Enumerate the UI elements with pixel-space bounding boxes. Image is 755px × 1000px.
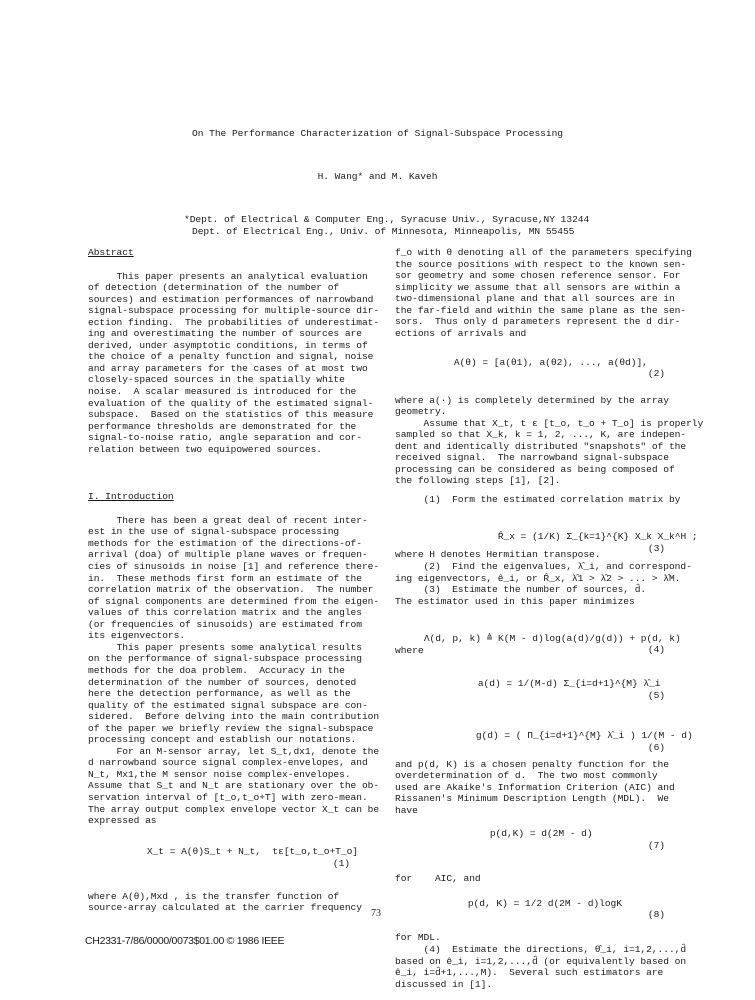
intro-paragraph-1 — [88, 515, 378, 642]
where-label: where — [395, 645, 424, 657]
right-paragraph-3 — [395, 417, 704, 487]
text-line: source-array calculated at the carrier frequency — [88, 902, 362, 914]
text-line: Assume that X_t, t ε [t_o, t_o + T_o] is properly — [395, 417, 704, 429]
equation-1-body: X_t = A(θ)S_t + N_t, tε[t_o,t_o+T_o] — [146, 846, 359, 858]
equation-6 — [395, 719, 693, 759]
page-number: 73 — [371, 908, 381, 919]
introduction-heading: I. Introduction — [88, 491, 174, 503]
abstract-line: signal-subspace processing for multiple-source dir- — [88, 305, 380, 317]
text-line: cies of sinusoids in noise [1] and reference there- — [88, 561, 380, 573]
text-line: on the performance of signal-subspace processing — [88, 653, 362, 665]
right-paragraph-1 — [395, 247, 692, 339]
intro-paragraph-3 — [88, 746, 378, 827]
text-line: in. These methods first form an estimate of the — [88, 572, 362, 584]
equation-5 — [395, 667, 685, 707]
text-line: processing concept and establish our notations. — [88, 734, 357, 746]
text-line: here the detection performance, as well as the — [88, 688, 351, 700]
text-line: values of this correlation matrix and the angles — [88, 607, 362, 619]
text-line: There has been a great deal of recent inter- — [88, 514, 368, 526]
equation-8-body: p(d, K) = 1/2 d(2M - d)logK — [467, 897, 622, 909]
text-line: sampled so that X_k, k = 1, 2, ..., K, are indepen- — [395, 429, 687, 441]
text-line: d narrowband source signal complex-envelopes, and — [88, 757, 368, 769]
left-column — [88, 247, 378, 914]
abstract-line: noise. A scalar measured is introduced for the — [88, 386, 357, 398]
equation-8-number: (8) — [647, 909, 665, 921]
text-line: arrival (doa) of multiple plane waves or frequen- — [88, 549, 368, 561]
abstract-line: ing and overestimating the number of sources are — [88, 328, 362, 340]
paper-authors: H. Wang* and M. Kaveh — [317, 171, 438, 182]
text-line: the far-field and within the same plane as the sen- — [395, 304, 687, 316]
affiliation-minnesota: Dept. of Electrical Eng., Univ. of Minnesota, Minneapolis, MN 55455 — [192, 226, 575, 237]
equation-5-number: (5) — [647, 689, 665, 701]
abstract-line: evaluation of the quality of the estimated signal- — [88, 397, 374, 409]
for-mdl-label: for MDL. — [395, 932, 441, 944]
right-column — [395, 247, 704, 990]
step-1-text: (1) Form the estimated correlation matrix by — [395, 493, 681, 505]
right-paragraph-6 — [395, 944, 685, 990]
abstract-line: the choice of a penalty function and signal, noise — [88, 351, 374, 363]
text-line: sidered. Before delving into the main contribution — [88, 711, 380, 723]
abstract-heading: Abstract — [88, 247, 134, 258]
abstract-line: This paper presents an analytical evaluation — [88, 270, 368, 282]
text-line: Assume that S_t and N_t are stationary over the ob- — [88, 780, 380, 792]
text-line: methods for the doa problem. Accuracy in the — [88, 664, 345, 676]
text-line: The array output complex envelope vector X_t can be — [88, 803, 380, 815]
abstract-line: relation between two equipowered sources. — [88, 443, 322, 455]
abstract-line: derived, under asymptotic conditions, in terms of — [88, 339, 368, 351]
text-line: ections of arrivals and — [395, 327, 527, 339]
abstract-line: signal-to-noise ratio, angle separation and cor- — [88, 432, 362, 444]
right-paragraph-5 — [395, 759, 685, 817]
text-line: used are Akaike's Information Criterion (AIC) and — [395, 781, 675, 793]
abstract-line: performance thresholds are demonstrated for the — [88, 420, 357, 432]
for-aic-label: for AIC, and — [395, 872, 481, 884]
intro-paragraph-2 — [88, 642, 378, 746]
equation-7-number: (7) — [647, 839, 665, 851]
text-line: (or frequencies of sinusoids) are estimated from — [88, 618, 362, 630]
equation-5-body: a(d) = 1/(M-d) Σ_{i=d+1}^{M} λ̂_i — [477, 678, 661, 690]
text-line: The estimator used in this paper minimizes — [395, 595, 635, 607]
text-line: discussed in [1]. — [395, 978, 493, 990]
text-line: where A(θ),Mxd , is the transfer function of — [88, 890, 340, 902]
text-line: ing eigenvectors, ê_i, or R̂_x, λ̂1 > λ̂2 > ... > λ̂M. — [395, 572, 681, 584]
equation-7 — [395, 817, 685, 863]
text-line: the source positions with respect to the known sen- — [395, 258, 687, 270]
text-line: its eigenvectors. — [88, 630, 186, 642]
text-line: simplicity we assume that all sensors are within a — [395, 281, 681, 293]
text-line: of the paper we briefly review the signal-subspace — [88, 722, 374, 734]
abstract-line: subspace. Based on the statistics of this measure — [88, 409, 374, 421]
text-line: where a(·) is completely determined by the array — [395, 394, 669, 406]
equation-3-number: (3) — [647, 542, 665, 554]
text-line: received signal. The narrowband signal-subspace — [395, 452, 669, 464]
abstract-line: sources) and estimation performances of narrowband — [88, 293, 374, 305]
equation-2-body: A(θ) = [a(θ1), a(θ2), ..., a(θd)], — [453, 356, 648, 368]
text-line: Rissanen's Minimum Description Length (MDL). We — [395, 793, 669, 805]
text-line: geometry. — [395, 406, 447, 418]
equation-3 — [395, 519, 698, 554]
abstract-line: and array parameters for the cases of at most two — [88, 362, 368, 374]
text-line: dent and identically distributed "snapshots" of the — [395, 440, 687, 452]
text-line: two-dimensional plane and that all sources are in — [395, 293, 675, 305]
text-line: have — [395, 804, 418, 816]
text-line: est in the use of signal-subspace processing — [88, 526, 340, 538]
text-line: This paper presents some analytical results — [88, 641, 362, 653]
equation-6-body: g(d) = ( Π_{i=d+1}^{M} λ̂_i ) 1/(M - d) — [475, 730, 693, 742]
text-line: N_t, Mx1,the M sensor noise complex-envelopes. — [88, 768, 351, 780]
abstract-body — [88, 271, 378, 456]
equation-4-number: (4) — [647, 644, 665, 656]
text-line: determination of the number of sources, denoted — [88, 676, 357, 688]
text-line: sor geometry and some chosen reference sensor. For — [395, 270, 681, 282]
text-line: servation interval of [t_o,t_o+T] with zero-mean. — [88, 791, 368, 803]
text-line: quality of the estimated signal subspace are con- — [88, 699, 368, 711]
text-line: For an M-sensor array, let S_t,dx1, denote the — [88, 745, 380, 757]
text-line: overdetermination of d. The two most commonly — [395, 770, 658, 782]
equation-3-body: R̂_x = (1/K) Σ_{k=1}^{K} X_k X_k^H ; — [497, 531, 698, 543]
equation-4-body: Λ(d, p, k) ≜ K(M - d)log(a(d)/g(d)) + p(d, k) — [423, 632, 681, 644]
affiliation-syracuse: *Dept. of Electrical & Computer Eng., Syracuse Univ., Syracuse,NY 13244 — [184, 214, 590, 225]
text-line: methods for the estimation of the directions-of- — [88, 537, 362, 549]
text-line: ê_i, i=d̂+1,...,M). Several such estimators are — [395, 967, 664, 979]
right-paragraph-4 — [395, 549, 692, 607]
text-line: and p(d, K) is a chosen penalty function for the — [395, 758, 669, 770]
equation-1-number: (1) — [332, 857, 350, 869]
equation-7-body: p(d,K) = d(2M - d) — [489, 828, 593, 840]
text-line: f_o with θ denoting all of the parameters specifying — [395, 247, 692, 258]
abstract-line: of detection (determination of the number of — [88, 282, 340, 294]
text-line: of signal components are determined from the eigen- — [88, 595, 380, 607]
equation-8 — [395, 886, 685, 932]
text-line: processing can be considered as being composed of — [395, 463, 675, 475]
copyright-footer: CH2331-7/86/0000/0073$01.00 © 1986 IEEE — [85, 935, 285, 947]
equation-2 — [395, 345, 685, 391]
text-line: the following steps [1], [2]. — [395, 475, 561, 487]
abstract-line: closely-spaced sources in the spatially white — [88, 374, 345, 386]
text-line: where H denotes Hermitian transpose. — [395, 549, 601, 561]
text-line: based on ê_i, i=1,2,...,d̂ (or equivalently based on — [395, 955, 687, 967]
equation-6-number: (6) — [647, 741, 665, 753]
text-line: correlation matrix of the observation. The number — [88, 584, 374, 596]
equation-2-number: (2) — [647, 368, 665, 380]
text-line: (4) Estimate the directions, θ̂_i, i=1,2,...,d̂ — [395, 943, 687, 955]
text-line: (2) Find the eigenvalues, λ̂_i, and correspond- — [395, 561, 692, 573]
text-line: (3) Estimate the number of sources, d̂. — [395, 584, 647, 596]
abstract-line: ection finding. The probabilities of underestimat- — [88, 316, 380, 328]
text-line: sors. Thus only d parameters represent the d dir- — [395, 316, 681, 328]
text-line: expressed as — [88, 815, 157, 827]
paper-title: On The Performance Characterization of Signal-Subspace Processing — [192, 128, 563, 139]
equation-1 — [88, 835, 378, 881]
